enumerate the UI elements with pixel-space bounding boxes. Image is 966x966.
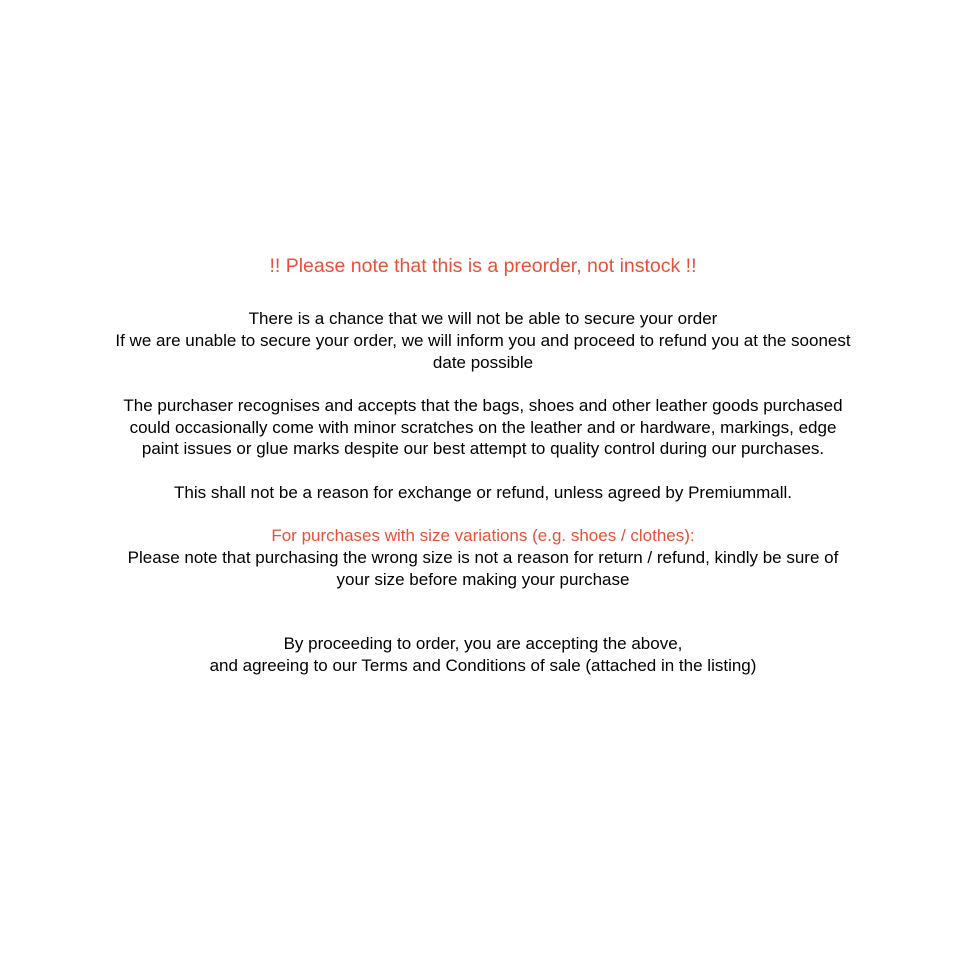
spacer-1 xyxy=(110,373,856,395)
order-security-line-2: If we are unable to secure your order, we will inform you and proceed to refund you at the soonest date possible xyxy=(115,330,851,372)
order-security-paragraph xyxy=(110,308,856,373)
condition-disclaimer-paragraph: The purchaser recognises and accepts that the bags, shoes and other leather goods purchased could occasionally come with minor scratches on the leather and or hardware, markings, edge paint issues or glue marks despite our best attempt to quality control during our purchases. xyxy=(123,395,843,459)
exchange-refund-paragraph: This shall not be a reason for exchange or refund, unless agreed by Premiummall. xyxy=(174,482,792,502)
agreement-line-1: By proceeding to order, you are accepting the above, xyxy=(283,634,683,654)
spacer-3 xyxy=(110,504,856,526)
agreement-paragraph xyxy=(110,633,856,677)
spacer-2 xyxy=(110,460,856,482)
spacer-5 xyxy=(110,612,856,634)
agreement-line-2: and agreeing to our Terms and Conditions of sale (attached in the listing) xyxy=(209,656,757,676)
size-variation-heading: For purchases with size variations (e.g. shoes / clothes): xyxy=(271,526,695,546)
notice-content xyxy=(0,252,966,677)
order-security-line-1: There is a chance that we will not be able to secure your order xyxy=(248,309,718,328)
spacer-4 xyxy=(110,590,856,612)
preorder-notice-heading: !! Please note that this is a preorder, not instock !! xyxy=(269,255,697,277)
size-variation-body: Please note that purchasing the wrong size is not a reason for return / refund, kindly be sure of your size before making your purchase xyxy=(127,547,839,589)
